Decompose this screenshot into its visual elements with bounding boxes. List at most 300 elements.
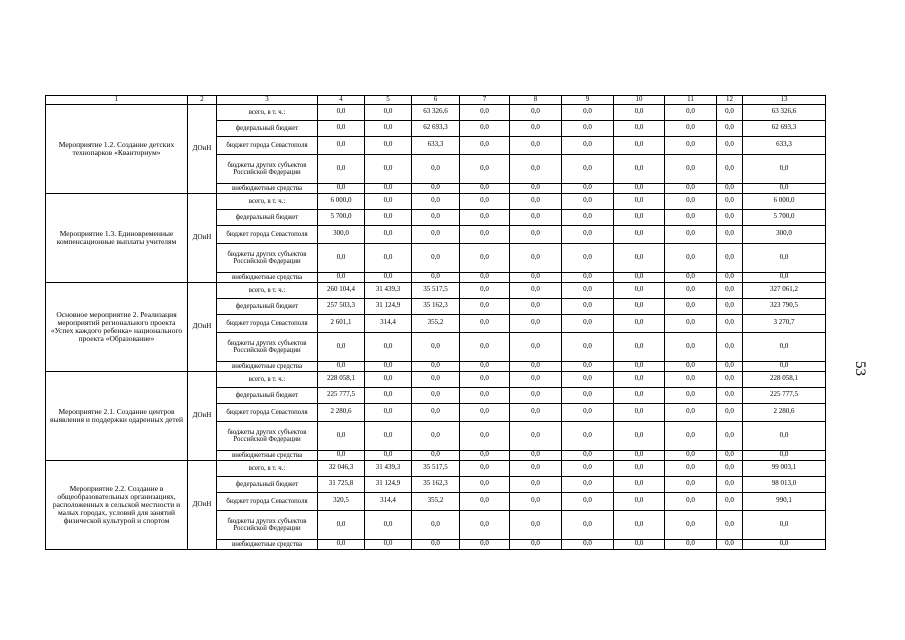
value-cell: 300,0	[743, 225, 826, 243]
value-cell: 0,0	[717, 361, 743, 371]
value-cell: 0,0	[743, 154, 826, 183]
activity-title: Мероприятие 2.1. Создание центров выявления и поддержки одаренных детей	[46, 371, 188, 460]
value-cell: 0,0	[365, 421, 412, 450]
value-cell: 0,0	[717, 272, 743, 282]
value-cell: 0,0	[665, 104, 717, 120]
value-cell: 0,0	[510, 298, 562, 314]
value-cell: 0,0	[460, 243, 510, 272]
value-cell: 0,0	[717, 371, 743, 387]
activity-title: Мероприятие 1.2. Создание детских технопарков «Кванториум»	[46, 104, 188, 193]
value-cell: 0,0	[665, 460, 717, 476]
value-cell: 0,0	[562, 460, 614, 476]
value-cell: 0,0	[510, 421, 562, 450]
value-cell: 2 280,6	[743, 403, 826, 421]
value-cell: 0,0	[614, 371, 665, 387]
value-cell: 314,4	[365, 492, 412, 510]
value-cell: 0,0	[412, 361, 460, 371]
value-cell: 260 104,4	[318, 282, 365, 298]
value-cell: 0,0	[460, 332, 510, 361]
value-cell: 0,0	[412, 193, 460, 209]
value-cell: 0,0	[412, 332, 460, 361]
value-cell: 0,0	[614, 510, 665, 539]
value-cell: 0,0	[510, 361, 562, 371]
value-cell: 0,0	[460, 314, 510, 332]
value-cell: 0,0	[412, 510, 460, 539]
value-cell: 0,0	[717, 183, 743, 193]
value-cell: 0,0	[614, 120, 665, 136]
table-row	[46, 460, 826, 476]
column-number: 6	[412, 96, 460, 105]
value-cell: 0,0	[562, 282, 614, 298]
value-cell: 0,0	[665, 450, 717, 460]
value-cell: 35 517,5	[412, 282, 460, 298]
value-cell: 2 601,1	[318, 314, 365, 332]
value-cell: 0,0	[717, 243, 743, 272]
funding-source: бюджет города Севастополя	[217, 403, 318, 421]
value-cell: 0,0	[510, 120, 562, 136]
value-cell: 0,0	[460, 136, 510, 154]
value-cell: 0,0	[365, 154, 412, 183]
value-cell: 0,0	[562, 510, 614, 539]
value-cell: 0,0	[510, 243, 562, 272]
column-number: 8	[510, 96, 562, 105]
executor-cell: ДОиН	[188, 282, 217, 371]
funding-source: всего, в т. ч.:	[217, 193, 318, 209]
value-cell: 0,0	[665, 243, 717, 272]
value-cell: 0,0	[665, 183, 717, 193]
value-cell: 0,0	[743, 272, 826, 282]
funding-source: всего, в т. ч.:	[217, 371, 318, 387]
value-cell: 0,0	[318, 332, 365, 361]
value-cell: 35 162,3	[412, 476, 460, 492]
value-cell: 0,0	[510, 225, 562, 243]
value-cell: 98 013,0	[743, 476, 826, 492]
value-cell: 0,0	[318, 450, 365, 460]
funding-source: бюджет города Севастополя	[217, 225, 318, 243]
value-cell: 99 003,1	[743, 460, 826, 476]
value-cell: 0,0	[460, 476, 510, 492]
value-cell: 0,0	[743, 332, 826, 361]
value-cell: 0,0	[412, 371, 460, 387]
value-cell: 0,0	[412, 225, 460, 243]
value-cell: 0,0	[665, 332, 717, 361]
page-number: 53	[852, 361, 868, 376]
value-cell: 0,0	[460, 272, 510, 282]
funding-source: бюджет города Севастополя	[217, 136, 318, 154]
value-cell: 0,0	[562, 225, 614, 243]
value-cell: 990,1	[743, 492, 826, 510]
value-cell: 0,0	[460, 298, 510, 314]
funding-source: внебюджетные средства	[217, 272, 318, 282]
value-cell: 323 790,5	[743, 298, 826, 314]
value-cell: 0,0	[717, 282, 743, 298]
funding-source: федеральный бюджет	[217, 476, 318, 492]
value-cell: 0,0	[318, 272, 365, 282]
value-cell: 0,0	[717, 298, 743, 314]
value-cell: 0,0	[510, 183, 562, 193]
value-cell: 0,0	[665, 421, 717, 450]
value-cell: 0,0	[665, 371, 717, 387]
value-cell: 0,0	[717, 510, 743, 539]
funding-source: внебюджетные средства	[217, 450, 318, 460]
value-cell: 0,0	[614, 282, 665, 298]
funding-source: внебюджетные средства	[217, 361, 318, 371]
value-cell: 0,0	[318, 510, 365, 539]
funding-source: федеральный бюджет	[217, 209, 318, 225]
value-cell: 0,0	[460, 120, 510, 136]
value-cell: 257 503,3	[318, 298, 365, 314]
funding-source: федеральный бюджет	[217, 387, 318, 403]
value-cell: 0,0	[743, 361, 826, 371]
value-cell: 0,0	[460, 450, 510, 460]
value-cell: 0,0	[717, 460, 743, 476]
value-cell: 0,0	[717, 104, 743, 120]
value-cell: 0,0	[614, 387, 665, 403]
value-cell: 0,0	[562, 314, 614, 332]
value-cell: 0,0	[614, 183, 665, 193]
value-cell: 0,0	[460, 403, 510, 421]
value-cell: 0,0	[614, 272, 665, 282]
value-cell: 0,0	[665, 136, 717, 154]
activity-title: Мероприятие 1.3. Единовременные компенсационные выплаты учителям	[46, 193, 188, 282]
column-number: 13	[743, 96, 826, 105]
value-cell: 35 162,3	[412, 298, 460, 314]
value-cell: 0,0	[562, 243, 614, 272]
value-cell: 225 777,5	[743, 387, 826, 403]
value-cell: 0,0	[562, 209, 614, 225]
value-cell: 63 326,6	[412, 104, 460, 120]
value-cell: 0,0	[412, 387, 460, 403]
value-cell: 0,0	[614, 332, 665, 361]
value-cell: 0,0	[412, 243, 460, 272]
executor-cell: ДОиН	[188, 460, 217, 549]
value-cell: 300,0	[318, 225, 365, 243]
funding-source: федеральный бюджет	[217, 298, 318, 314]
value-cell: 0,0	[510, 476, 562, 492]
value-cell: 0,0	[717, 403, 743, 421]
executor-cell: ДОиН	[188, 104, 217, 193]
column-number: 1	[46, 96, 188, 105]
value-cell: 0,0	[510, 272, 562, 282]
value-cell: 0,0	[614, 421, 665, 450]
value-cell: 0,0	[365, 361, 412, 371]
column-number: 9	[562, 96, 614, 105]
value-cell: 0,0	[510, 450, 562, 460]
funding-source: бюджеты других субъектов Российской Федерации	[217, 243, 318, 272]
value-cell: 0,0	[562, 492, 614, 510]
value-cell: 0,0	[743, 539, 826, 549]
value-cell: 0,0	[412, 154, 460, 183]
value-cell: 0,0	[460, 225, 510, 243]
funding-source: всего, в т. ч.:	[217, 104, 318, 120]
value-cell: 0,0	[614, 104, 665, 120]
value-cell: 0,0	[365, 510, 412, 539]
value-cell: 0,0	[562, 136, 614, 154]
value-cell: 0,0	[510, 282, 562, 298]
value-cell: 0,0	[460, 282, 510, 298]
value-cell: 0,0	[614, 209, 665, 225]
value-cell: 0,0	[562, 539, 614, 549]
value-cell: 31 124,9	[365, 476, 412, 492]
value-cell: 0,0	[460, 371, 510, 387]
value-cell: 0,0	[743, 510, 826, 539]
value-cell: 0,0	[562, 154, 614, 183]
value-cell: 32 046,3	[318, 460, 365, 476]
value-cell: 0,0	[717, 539, 743, 549]
value-cell: 0,0	[365, 332, 412, 361]
funding-source: бюджеты других субъектов Российской Федерации	[217, 154, 318, 183]
value-cell: 62 693,3	[743, 120, 826, 136]
value-cell: 0,0	[614, 225, 665, 243]
value-cell: 0,0	[412, 450, 460, 460]
value-cell: 0,0	[318, 243, 365, 272]
value-cell: 0,0	[562, 298, 614, 314]
value-cell: 327 061,2	[743, 282, 826, 298]
value-cell: 0,0	[614, 476, 665, 492]
value-cell: 0,0	[365, 450, 412, 460]
value-cell: 0,0	[717, 314, 743, 332]
value-cell: 0,0	[665, 510, 717, 539]
value-cell: 0,0	[365, 104, 412, 120]
value-cell: 0,0	[510, 136, 562, 154]
value-cell: 0,0	[665, 314, 717, 332]
value-cell: 0,0	[717, 421, 743, 450]
value-cell: 0,0	[510, 209, 562, 225]
value-cell: 0,0	[365, 209, 412, 225]
value-cell: 31 439,3	[365, 282, 412, 298]
value-cell: 355,2	[412, 314, 460, 332]
value-cell: 0,0	[412, 539, 460, 549]
value-cell: 0,0	[562, 120, 614, 136]
value-cell: 0,0	[460, 209, 510, 225]
value-cell: 0,0	[717, 154, 743, 183]
value-cell: 0,0	[665, 282, 717, 298]
value-cell: 0,0	[365, 539, 412, 549]
value-cell: 0,0	[318, 120, 365, 136]
value-cell: 0,0	[510, 387, 562, 403]
funding-source: бюджет города Севастополя	[217, 314, 318, 332]
value-cell: 0,0	[614, 136, 665, 154]
value-cell: 633,3	[412, 136, 460, 154]
funding-source: всего, в т. ч.:	[217, 460, 318, 476]
value-cell: 0,0	[717, 387, 743, 403]
value-cell: 0,0	[412, 421, 460, 450]
column-number-row	[46, 96, 826, 105]
value-cell: 0,0	[318, 183, 365, 193]
value-cell: 0,0	[510, 104, 562, 120]
value-cell: 0,0	[743, 421, 826, 450]
value-cell: 0,0	[318, 539, 365, 549]
value-cell: 0,0	[562, 476, 614, 492]
value-cell: 0,0	[717, 450, 743, 460]
value-cell: 0,0	[412, 403, 460, 421]
value-cell: 0,0	[562, 361, 614, 371]
value-cell: 0,0	[365, 371, 412, 387]
value-cell: 0,0	[460, 387, 510, 403]
value-cell: 0,0	[665, 272, 717, 282]
column-number: 4	[318, 96, 365, 105]
table-body	[46, 96, 826, 550]
activity-title: Мероприятие 2.2. Создание в общеобразовательных организациях, расположенных в сельской местности и малых городах, условий для занятий физической культурой и спортом	[46, 460, 188, 549]
value-cell: 0,0	[562, 332, 614, 361]
value-cell: 5 700,0	[318, 209, 365, 225]
value-cell: 225 777,5	[318, 387, 365, 403]
value-cell: 355,2	[412, 492, 460, 510]
value-cell: 0,0	[318, 361, 365, 371]
funding-source: бюджеты других субъектов Российской Федерации	[217, 332, 318, 361]
value-cell: 31 439,3	[365, 460, 412, 476]
value-cell: 0,0	[510, 332, 562, 361]
value-cell: 0,0	[614, 539, 665, 549]
value-cell: 0,0	[743, 450, 826, 460]
table-row	[46, 193, 826, 209]
value-cell: 0,0	[510, 314, 562, 332]
value-cell: 6 000,0	[743, 193, 826, 209]
funding-source: внебюджетные средства	[217, 183, 318, 193]
value-cell: 0,0	[562, 403, 614, 421]
value-cell: 0,0	[460, 492, 510, 510]
value-cell: 0,0	[318, 421, 365, 450]
value-cell: 0,0	[665, 387, 717, 403]
funding-source: всего, в т. ч.:	[217, 282, 318, 298]
value-cell: 0,0	[665, 298, 717, 314]
value-cell: 0,0	[365, 225, 412, 243]
value-cell: 0,0	[318, 136, 365, 154]
value-cell: 0,0	[614, 403, 665, 421]
value-cell: 6 000,0	[318, 193, 365, 209]
value-cell: 0,0	[460, 104, 510, 120]
funding-source: бюджеты других субъектов Российской Федерации	[217, 510, 318, 539]
value-cell: 0,0	[717, 332, 743, 361]
value-cell: 0,0	[365, 120, 412, 136]
value-cell: 0,0	[365, 183, 412, 193]
value-cell: 3 270,7	[743, 314, 826, 332]
value-cell: 0,0	[365, 272, 412, 282]
value-cell: 0,0	[460, 539, 510, 549]
value-cell: 0,0	[562, 104, 614, 120]
value-cell: 0,0	[510, 539, 562, 549]
value-cell: 0,0	[562, 421, 614, 450]
value-cell: 0,0	[717, 225, 743, 243]
column-number: 12	[717, 96, 743, 105]
value-cell: 0,0	[614, 492, 665, 510]
value-cell: 0,0	[717, 193, 743, 209]
value-cell: 0,0	[562, 450, 614, 460]
value-cell: 0,0	[365, 387, 412, 403]
executor-cell: ДОиН	[188, 371, 217, 460]
value-cell: 0,0	[614, 361, 665, 371]
value-cell: 0,0	[460, 183, 510, 193]
value-cell: 0,0	[365, 136, 412, 154]
value-cell: 0,0	[614, 243, 665, 272]
column-number: 2	[188, 96, 217, 105]
value-cell: 0,0	[717, 120, 743, 136]
value-cell: 0,0	[318, 104, 365, 120]
value-cell: 0,0	[614, 450, 665, 460]
value-cell: 0,0	[665, 492, 717, 510]
value-cell: 31 725,8	[318, 476, 365, 492]
column-number: 7	[460, 96, 510, 105]
table-row	[46, 104, 826, 120]
value-cell: 228 058,1	[318, 371, 365, 387]
table-row	[46, 371, 826, 387]
value-cell: 0,0	[412, 209, 460, 225]
value-cell: 0,0	[365, 243, 412, 272]
financing-table	[45, 95, 826, 550]
value-cell: 0,0	[665, 361, 717, 371]
value-cell: 0,0	[717, 209, 743, 225]
value-cell: 0,0	[614, 154, 665, 183]
value-cell: 0,0	[460, 193, 510, 209]
value-cell: 0,0	[460, 421, 510, 450]
value-cell: 0,0	[562, 387, 614, 403]
value-cell: 0,0	[614, 460, 665, 476]
value-cell: 0,0	[510, 371, 562, 387]
value-cell: 0,0	[412, 272, 460, 282]
value-cell: 0,0	[562, 371, 614, 387]
value-cell: 2 280,6	[318, 403, 365, 421]
executor-cell: ДОиН	[188, 193, 217, 282]
value-cell: 0,0	[614, 298, 665, 314]
value-cell: 0,0	[365, 403, 412, 421]
value-cell: 0,0	[665, 193, 717, 209]
value-cell: 228 058,1	[743, 371, 826, 387]
value-cell: 0,0	[665, 225, 717, 243]
value-cell: 0,0	[665, 209, 717, 225]
value-cell: 5 700,0	[743, 209, 826, 225]
value-cell: 0,0	[665, 154, 717, 183]
value-cell: 0,0	[510, 492, 562, 510]
funding-source: внебюджетные средства	[217, 539, 318, 549]
value-cell: 0,0	[460, 460, 510, 476]
value-cell: 320,5	[318, 492, 365, 510]
value-cell: 0,0	[460, 361, 510, 371]
value-cell: 0,0	[717, 136, 743, 154]
table-row	[46, 282, 826, 298]
value-cell: 0,0	[510, 193, 562, 209]
value-cell: 35 517,5	[412, 460, 460, 476]
value-cell: 0,0	[318, 154, 365, 183]
value-cell: 0,0	[510, 460, 562, 476]
value-cell: 0,0	[743, 183, 826, 193]
value-cell: 0,0	[614, 193, 665, 209]
value-cell: 0,0	[743, 243, 826, 272]
value-cell: 0,0	[510, 510, 562, 539]
activity-title: Основное мероприятие 2. Реализация мероприятий регионального проекта «Успех каждого ребенка» национального проекта «Образование»	[46, 282, 188, 371]
value-cell: 0,0	[510, 154, 562, 183]
value-cell: 0,0	[460, 154, 510, 183]
value-cell: 31 124,9	[365, 298, 412, 314]
column-number: 5	[365, 96, 412, 105]
funding-source: бюджет города Севастополя	[217, 492, 318, 510]
column-number: 11	[665, 96, 717, 105]
value-cell: 0,0	[562, 193, 614, 209]
value-cell: 0,0	[717, 476, 743, 492]
funding-source: федеральный бюджет	[217, 120, 318, 136]
value-cell: 0,0	[460, 510, 510, 539]
value-cell: 633,3	[743, 136, 826, 154]
value-cell: 0,0	[614, 314, 665, 332]
value-cell: 0,0	[665, 120, 717, 136]
value-cell: 0,0	[412, 183, 460, 193]
value-cell: 62 693,3	[412, 120, 460, 136]
value-cell: 0,0	[562, 272, 614, 282]
column-number: 10	[614, 96, 665, 105]
value-cell: 0,0	[365, 193, 412, 209]
column-number: 3	[217, 96, 318, 105]
value-cell: 0,0	[562, 183, 614, 193]
value-cell: 0,0	[665, 476, 717, 492]
